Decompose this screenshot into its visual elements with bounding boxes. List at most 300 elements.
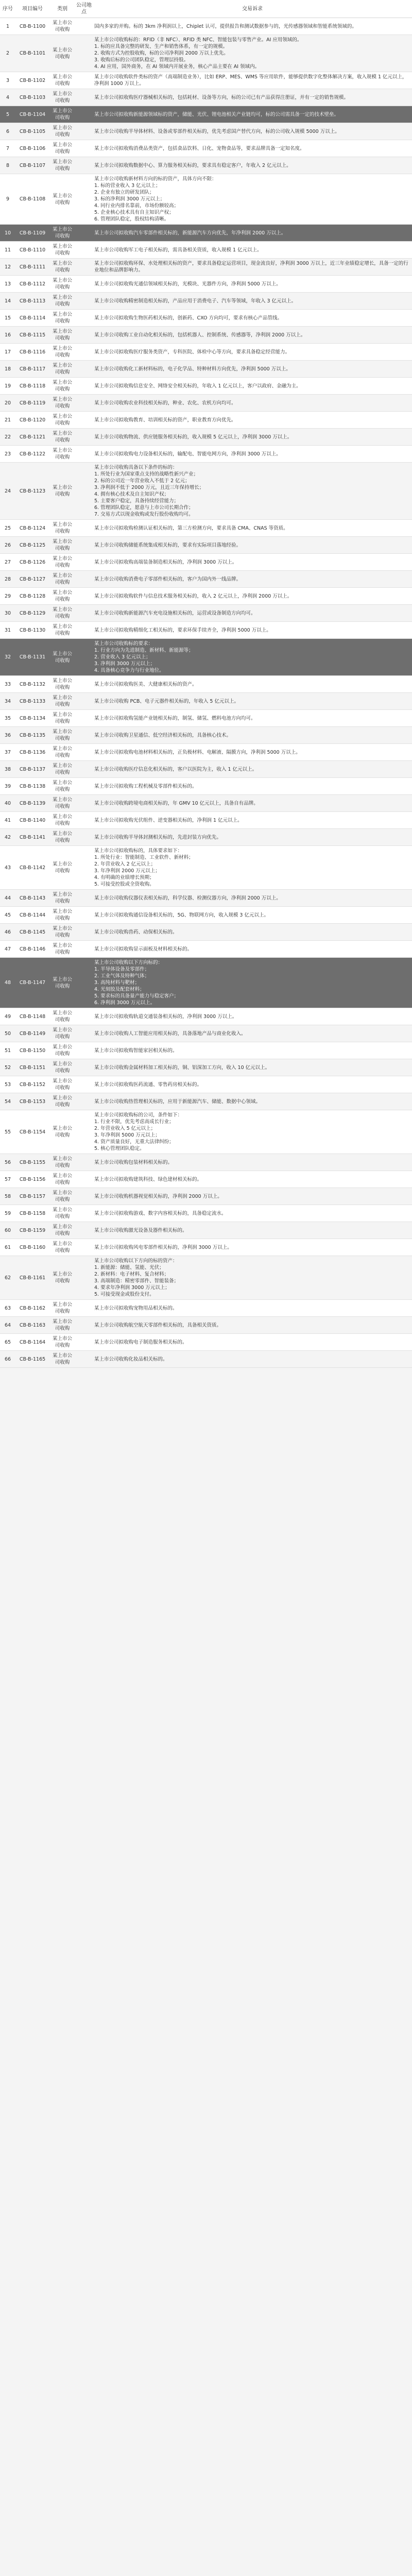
cell-region [75, 225, 93, 242]
cell-region [75, 276, 93, 293]
cell-code: CB-B-1141 [15, 829, 49, 846]
cell-region [75, 778, 93, 795]
cell-request: 某上市公司收购精密制造相关标的，产品应用于消费电子、汽车等领域，年收入 3 亿元以上。 [93, 293, 412, 310]
cell-request: 某上市公司收购化妆品相关标的。 [93, 1351, 412, 1368]
cell-request: 某上市公司收购标的要求： 1. 行业方向为先进制造、新材料、新能源等； 2. 营业收入 3 亿元以上； 3. 净利润 3000 万元以上； 4. 具备核心竞争力与行业地位。 [93, 639, 412, 676]
table-row [0, 1042, 412, 1059]
cell-code: CB-B-1138 [15, 778, 49, 795]
table-row [0, 924, 412, 941]
header-region: 公司地点 [75, 0, 93, 18]
table-row [0, 72, 412, 89]
table-row [0, 829, 412, 846]
cell-no: 23 [0, 446, 15, 463]
table-row [0, 1222, 412, 1239]
table-row [0, 157, 412, 174]
cell-type: 某上市公司收购 [49, 588, 75, 605]
cell-no: 42 [0, 829, 15, 846]
cell-code: CB-B-1126 [15, 554, 49, 571]
cell-type: 某上市公司收购 [49, 1334, 75, 1351]
cell-request: 某上市公司拟收购宠物用品相关标的。 [93, 1300, 412, 1317]
cell-request: 某上市公司拟收购光通信领域相关标的，光模块、光器件方向，净利润 5000 万以上。 [93, 276, 412, 293]
cell-code: CB-B-1113 [15, 293, 49, 310]
cell-no: 1 [0, 18, 15, 35]
cell-type: 某上市公司收购 [49, 1076, 75, 1093]
cell-request: 某上市公司拟收购检测认证相关标的，第三方检测方向，要求具备 CMA、CNAS 等资质。 [93, 520, 412, 537]
table-row [0, 812, 412, 829]
cell-code: CB-B-1101 [15, 35, 49, 72]
cell-code: CB-B-1162 [15, 1300, 49, 1317]
cell-type: 某上市公司收购 [49, 1300, 75, 1317]
cell-code: CB-B-1164 [15, 1334, 49, 1351]
cell-code: CB-B-1157 [15, 1188, 49, 1205]
cell-type: 某上市公司收购 [49, 361, 75, 378]
cell-request: 某上市公司拟收购标的，具体要求如下： 1. 所处行业：智能制造、工业软件、新材料； 2. 年营业收入 2 亿元以上； 3. 年净利润 2000 万元以上； 4. 有明确的业绩增长预期； 5. 可接受控股或全资收购。 [93, 846, 412, 890]
cell-code: CB-B-1105 [15, 123, 49, 140]
cell-region [75, 327, 93, 344]
cell-type: 某上市公司收购 [49, 463, 75, 520]
cell-type: 某上市公司收购 [49, 259, 75, 276]
cell-request: 某上市公司拟收购风电零部件相关标的，净利润 3000 万以上。 [93, 1239, 412, 1256]
cell-type: 某上市公司收购 [49, 1222, 75, 1239]
cell-code: CB-B-1102 [15, 72, 49, 89]
cell-type: 某上市公司收购 [49, 693, 75, 710]
cell-region [75, 1025, 93, 1042]
cell-no: 2 [0, 35, 15, 72]
table-row [0, 890, 412, 907]
table-row [0, 446, 412, 463]
table-row [0, 259, 412, 276]
cell-no: 12 [0, 259, 15, 276]
cell-code: CB-B-1129 [15, 605, 49, 622]
cell-code: CB-B-1122 [15, 446, 49, 463]
cell-no: 15 [0, 310, 15, 327]
cell-code: CB-B-1123 [15, 463, 49, 520]
cell-request: 某上市公司拟收购软件与信息技术服务相关标的，收入 2 亿元以上，净利润 2000 万以上。 [93, 588, 412, 605]
cell-no: 30 [0, 605, 15, 622]
cell-request: 某上市公司收购人工智能应用相关标的，具备落地产品与商业化收入。 [93, 1025, 412, 1042]
cell-type: 某上市公司收购 [49, 35, 75, 72]
table-row [0, 276, 412, 293]
table-body [0, 18, 412, 1368]
cell-code: CB-B-1161 [15, 1256, 49, 1300]
table-row [0, 463, 412, 520]
cell-request: 某上市公司拟收购消费品类资产，包括食品饮料、日化、宠物食品等，要求品牌具备一定知名度。 [93, 140, 412, 157]
cell-code: CB-B-1127 [15, 571, 49, 588]
cell-region [75, 622, 93, 639]
cell-region [75, 829, 93, 846]
cell-region [75, 463, 93, 520]
table-row [0, 378, 412, 395]
cell-region [75, 1256, 93, 1300]
table-row [0, 639, 412, 676]
table-row [0, 588, 412, 605]
header-row [0, 0, 412, 18]
cell-request: 某上市公司收购仪器仪表相关标的，科学仪器、检测仪器方向，净利润 2000 万以上。 [93, 890, 412, 907]
cell-type: 某上市公司收购 [49, 225, 75, 242]
cell-request: 某上市公司收购半导体材料、设备或零部件相关标的，优先考虑国产替代方向，标的公司收入规模 5000 万以上。 [93, 123, 412, 140]
table-row [0, 310, 412, 327]
table-row [0, 89, 412, 106]
cell-code: CB-B-1103 [15, 89, 49, 106]
cell-request: 某上市公司收购包装材料相关标的。 [93, 1154, 412, 1171]
cell-type: 某上市公司收购 [49, 846, 75, 890]
cell-region [75, 1059, 93, 1076]
cell-type: 某上市公司收购 [49, 1256, 75, 1300]
cell-region [75, 412, 93, 429]
cell-type: 某上市公司收购 [49, 520, 75, 537]
cell-region [75, 1239, 93, 1256]
cell-type: 某上市公司收购 [49, 310, 75, 327]
header-request: 交易诉求 [93, 0, 412, 18]
cell-code: CB-B-1153 [15, 1093, 49, 1110]
cell-request: 某上市公司收购具备以下条件的标的： 1. 所处行业为国家重点支持的战略性新兴产业； 2. 标的公司近一年营业收入不低于 2 亿元； 3. 净利润不低于 2000 万元，且近三年保持增长； 4. 拥有核心技术及自主知识产权； 5. 主要客户稳定，具备持续经营能力； 6. 管理团队稳定，愿意与上市公司长期合作； 7. 交易方式以现金收购或发行股份收购均可。 [93, 463, 412, 520]
cell-code: CB-B-1107 [15, 157, 49, 174]
cell-no: 39 [0, 778, 15, 795]
cell-no: 61 [0, 1239, 15, 1256]
cell-code: CB-B-1132 [15, 676, 49, 693]
table-row [0, 395, 412, 412]
cell-no: 29 [0, 588, 15, 605]
cell-type: 某上市公司收购 [49, 941, 75, 958]
cell-no: 4 [0, 89, 15, 106]
table-row [0, 1110, 412, 1154]
cell-request: 某上市公司收购新能源汽车充电设施相关标的，运营或设备制造方向均可。 [93, 605, 412, 622]
cell-type: 某上市公司收购 [49, 571, 75, 588]
table-row [0, 727, 412, 744]
cell-region [75, 1317, 93, 1334]
table-row [0, 412, 412, 429]
cell-type: 某上市公司收购 [49, 710, 75, 727]
cell-request: 某上市公司收购以下方向标的： 1. 半导体设备及零部件； 2. 工业气体及特种气体； 3. 高纯材料与靶材； 4. 光刻胶及配套材料； 5. 要求标的具备量产能力与稳定客户； 6. 净利润 3000 万元以上。 [93, 958, 412, 1008]
cell-type: 某上市公司收购 [49, 1025, 75, 1042]
table-row [0, 1008, 412, 1025]
cell-code: CB-B-1144 [15, 907, 49, 924]
cell-no: 46 [0, 924, 15, 941]
cell-type: 某上市公司收购 [49, 412, 75, 429]
cell-region [75, 761, 93, 778]
cell-no: 53 [0, 1076, 15, 1093]
cell-request: 某上市公司拟收购高端装备制造相关标的，净利润 3000 万以上。 [93, 554, 412, 571]
cell-request: 某上市公司收购消费电子零部件相关标的，客户为国内外一线品牌。 [93, 571, 412, 588]
table-row [0, 554, 412, 571]
cell-region [75, 958, 93, 1008]
cell-type: 某上市公司收购 [49, 778, 75, 795]
cell-region [75, 259, 93, 276]
cell-type: 某上市公司收购 [49, 1171, 75, 1188]
table-row [0, 1205, 412, 1222]
cell-region [75, 941, 93, 958]
cell-no: 45 [0, 907, 15, 924]
cell-code: CB-B-1136 [15, 744, 49, 761]
cell-region [75, 395, 93, 412]
cell-code: CB-B-1106 [15, 140, 49, 157]
cell-no: 11 [0, 242, 15, 259]
cell-region [75, 446, 93, 463]
table-row [0, 35, 412, 72]
cell-code: CB-B-1110 [15, 242, 49, 259]
cell-region [75, 18, 93, 35]
cell-no: 65 [0, 1334, 15, 1351]
cell-type: 某上市公司收购 [49, 958, 75, 1008]
table-row [0, 846, 412, 890]
cell-region [75, 310, 93, 327]
cell-type: 某上市公司收购 [49, 554, 75, 571]
cell-no: 44 [0, 890, 15, 907]
cell-region [75, 693, 93, 710]
cell-type: 某上市公司收购 [49, 123, 75, 140]
cell-request: 某上市公司拟收购新能源领域标的资产，储能、光伏、锂电池相关产业链均可，标的公司需具备一定的技术壁垒。 [93, 106, 412, 123]
cell-code: CB-B-1143 [15, 890, 49, 907]
cell-no: 27 [0, 554, 15, 571]
cell-request: 国内多家的并购。标的 3km 净利润以上，Chiplet 认可，提供报告和测试数据参与的，光传感器领域和智能系统领域的。 [93, 18, 412, 35]
cell-no: 9 [0, 174, 15, 225]
table-row [0, 571, 412, 588]
cell-code: CB-B-1145 [15, 924, 49, 941]
cell-no: 49 [0, 1008, 15, 1025]
cell-request: 某上市公司拟收购医疗服务类资产，专科医院、体检中心等方向，要求具备稳定经营能力。 [93, 344, 412, 361]
cell-type: 某上市公司收购 [49, 344, 75, 361]
cell-region [75, 676, 93, 693]
cell-request: 某上市公司收购兽药、动保相关标的。 [93, 924, 412, 941]
cell-region [75, 537, 93, 554]
cell-no: 60 [0, 1222, 15, 1239]
cell-no: 63 [0, 1300, 15, 1317]
cell-type: 某上市公司收购 [49, 676, 75, 693]
cell-request: 某上市公司拟收购电子制造服务相关标的。 [93, 1334, 412, 1351]
cell-code: CB-B-1100 [15, 18, 49, 35]
cell-request: 某上市公司收购激光设备及器件相关标的。 [93, 1222, 412, 1239]
cell-type: 某上市公司收购 [49, 174, 75, 225]
cell-request: 某上市公司收购化工新材料标的，电子化学品、特种材料方向优先，净利润 5000 万以上。 [93, 361, 412, 378]
cell-no: 14 [0, 293, 15, 310]
cell-region [75, 795, 93, 812]
cell-type: 某上市公司收购 [49, 829, 75, 846]
cell-request: 某上市公司拟收购工程机械及零部件相关标的。 [93, 778, 412, 795]
cell-no: 16 [0, 327, 15, 344]
cell-region [75, 242, 93, 259]
cell-type: 某上市公司收购 [49, 1188, 75, 1205]
cell-code: CB-B-1108 [15, 174, 49, 225]
cell-request: 某上市公司拟收购数据中心、算力服务相关标的，要求具有稳定客户，年收入 2 亿元以上。 [93, 157, 412, 174]
cell-no: 6 [0, 123, 15, 140]
cell-type: 某上市公司收购 [49, 106, 75, 123]
cell-code: CB-B-1137 [15, 761, 49, 778]
cell-no: 36 [0, 727, 15, 744]
cell-type: 某上市公司收购 [49, 157, 75, 174]
cell-region [75, 1300, 93, 1317]
cell-region [75, 344, 93, 361]
table-row [0, 958, 412, 1008]
cell-no: 54 [0, 1093, 15, 1110]
table-row [0, 520, 412, 537]
cell-request: 某上市公司收购 PCB、电子元器件相关标的，年收入 5 亿元以上。 [93, 693, 412, 710]
cell-type: 某上市公司收购 [49, 1008, 75, 1025]
cell-type: 某上市公司收购 [49, 537, 75, 554]
cell-region [75, 35, 93, 72]
cell-region [75, 140, 93, 157]
cell-code: CB-B-1120 [15, 412, 49, 429]
cell-region [75, 157, 93, 174]
cell-code: CB-B-1118 [15, 378, 49, 395]
table-row [0, 1171, 412, 1188]
cell-no: 58 [0, 1188, 15, 1205]
cell-no: 35 [0, 710, 15, 727]
table-row [0, 1076, 412, 1093]
table-row [0, 1188, 412, 1205]
cell-no: 13 [0, 276, 15, 293]
cell-code: CB-B-1114 [15, 310, 49, 327]
table-row [0, 123, 412, 140]
table-row [0, 1300, 412, 1317]
cell-request: 某上市公司拟收购标的公司，条件如下： 1. 行业不限，优先考虑高成长行业； 2. 年营业收入 5 亿元以上； 3. 年净利润 5000 万元以上； 4. 资产质量良好，无重大法律纠纷； 5. 核心管理团队稳定。 [93, 1110, 412, 1154]
table-header [0, 0, 412, 18]
cell-request: 某上市公司拟收购教育、培训相关标的资产，职业教育方向优先。 [93, 412, 412, 429]
cell-request: 某上市公司收购热管理相关标的，应用于新能源汽车、储能、数据中心领域。 [93, 1093, 412, 1110]
cell-code: CB-B-1115 [15, 327, 49, 344]
cell-region [75, 605, 93, 622]
cell-type: 某上市公司收购 [49, 622, 75, 639]
cell-no: 40 [0, 795, 15, 812]
cell-type: 某上市公司收购 [49, 378, 75, 395]
cell-request: 某上市公司拟收购环保、水处理相关标的资产，要求具备稳定运营项目，现金流良好，净利润 3000 万以上，近三年业绩稳定增长，具备一定的行业地位和品牌影响力。 [93, 259, 412, 276]
cell-code: CB-B-1134 [15, 710, 49, 727]
table-row [0, 941, 412, 958]
cell-type: 某上市公司收购 [49, 1042, 75, 1059]
table-row [0, 1093, 412, 1110]
cell-no: 7 [0, 140, 15, 157]
cell-region [75, 72, 93, 89]
table-row [0, 744, 412, 761]
cell-region [75, 1171, 93, 1188]
cell-request: 某上市公司收购工业自动化相关标的，包括机器人、控制系统、传感器等，净利润 2000 万以上。 [93, 327, 412, 344]
cell-type: 某上市公司收购 [49, 727, 75, 744]
cell-type: 某上市公司收购 [49, 605, 75, 622]
cell-request: 某上市公司收购军工电子相关标的，需具备相关资质，收入规模 1 亿元以上。 [93, 242, 412, 259]
table-row [0, 537, 412, 554]
cell-type: 某上市公司收购 [49, 1317, 75, 1334]
table-row [0, 106, 412, 123]
cell-region [75, 1334, 93, 1351]
cell-request: 某上市公司收购以下方向的标的资产： 1. 新能源：储能、氢能、光伏； 2. 新材料：电子材料、复合材料； 3. 高端制造：精密零部件、智能装备； 4. 要求年净利润 3000 万元以上； 5. 可接受现金或股份支付。 [93, 1256, 412, 1300]
cell-type: 某上市公司收购 [49, 639, 75, 676]
cell-request: 某上市公司收购卫星通信、低空经济相关标的，具备核心技术。 [93, 727, 412, 744]
cell-region [75, 1110, 93, 1154]
cell-region [75, 89, 93, 106]
cell-region [75, 1188, 93, 1205]
cell-no: 41 [0, 812, 15, 829]
cell-no: 25 [0, 520, 15, 537]
table-row [0, 778, 412, 795]
cell-request: 某上市公司拟收购汽车零部件相关标的，新能源汽车方向优先，年净利润 2000 万以上。 [93, 225, 412, 242]
cell-no: 56 [0, 1154, 15, 1171]
cell-request: 某上市公司收购储能系统集成相关标的，要求有实际项目落地经验。 [93, 537, 412, 554]
cell-region [75, 1222, 93, 1239]
cell-type: 某上市公司收购 [49, 18, 75, 35]
cell-region [75, 1008, 93, 1025]
cell-type: 某上市公司收购 [49, 1351, 75, 1368]
table-row [0, 18, 412, 35]
cell-request: 某上市公司拟收购通信设备相关标的，5G、物联网方向，收入规模 3 亿元以上。 [93, 907, 412, 924]
cell-no: 34 [0, 693, 15, 710]
cell-type: 某上市公司收购 [49, 795, 75, 812]
cell-code: CB-B-1112 [15, 276, 49, 293]
cell-request: 某上市公司拟收购轨道交通装备相关标的，净利润 3000 万以上。 [93, 1008, 412, 1025]
cell-region [75, 520, 93, 537]
cell-code: CB-B-1119 [15, 395, 49, 412]
cell-region [75, 361, 93, 378]
cell-code: CB-B-1165 [15, 1351, 49, 1368]
cell-type: 某上市公司收购 [49, 907, 75, 924]
cell-type: 某上市公司收购 [49, 1239, 75, 1256]
table-row [0, 140, 412, 157]
cell-no: 55 [0, 1110, 15, 1154]
cell-type: 某上市公司收购 [49, 242, 75, 259]
cell-request: 某上市公司收购标的：RFID（非 NFC）、RFID 类 NFC、智能包装与零售产业。AI 应用领域的。 1. 标的应具备完整的研发、生产和销售体系，有一定的规模。 2. 收购方式为控股收购，标的公司净利润 2000 万以上优先。 3. 收购后标的公司团队稳定，管理层持股。 4. AI 应用，国外商务，在 AI 领域内开展业务，核心产品主要在 AI 领域内。 [93, 35, 412, 72]
cell-code: CB-B-1155 [15, 1154, 49, 1171]
cell-code: CB-B-1117 [15, 361, 49, 378]
cell-region [75, 571, 93, 588]
cell-region [75, 907, 93, 924]
cell-no: 21 [0, 412, 15, 429]
table-row [0, 1154, 412, 1171]
cell-type: 某上市公司收购 [49, 890, 75, 907]
cell-code: CB-B-1130 [15, 622, 49, 639]
cell-region [75, 106, 93, 123]
cell-code: CB-B-1163 [15, 1317, 49, 1334]
cell-no: 26 [0, 537, 15, 554]
cell-region [75, 554, 93, 571]
cell-code: CB-B-1121 [15, 429, 49, 446]
cell-code: CB-B-1139 [15, 795, 49, 812]
cell-region [75, 710, 93, 727]
cell-region [75, 744, 93, 761]
cell-code: CB-B-1128 [15, 588, 49, 605]
cell-no: 33 [0, 676, 15, 693]
cell-type: 某上市公司收购 [49, 293, 75, 310]
cell-request: 某上市公司拟收购光伏组件、逆变器相关标的，净利润 1 亿元以上。 [93, 812, 412, 829]
cell-region [75, 812, 93, 829]
cell-type: 某上市公司收购 [49, 1154, 75, 1171]
table-row [0, 174, 412, 225]
cell-code: CB-B-1159 [15, 1222, 49, 1239]
cell-no: 52 [0, 1059, 15, 1076]
cell-region [75, 293, 93, 310]
cell-region [75, 890, 93, 907]
cell-no: 10 [0, 225, 15, 242]
cell-type: 某上市公司收购 [49, 140, 75, 157]
cell-region [75, 1154, 93, 1171]
cell-type: 某上市公司收购 [49, 1059, 75, 1076]
header-type: 类别 [49, 0, 75, 18]
cell-no: 22 [0, 429, 15, 446]
table-row [0, 327, 412, 344]
cell-code: CB-B-1146 [15, 941, 49, 958]
cell-no: 19 [0, 378, 15, 395]
cell-code: CB-B-1140 [15, 812, 49, 829]
cell-no: 64 [0, 1317, 15, 1334]
table-row [0, 710, 412, 727]
cell-type: 某上市公司收购 [49, 744, 75, 761]
cell-no: 37 [0, 744, 15, 761]
cell-type: 某上市公司收购 [49, 276, 75, 293]
cell-region [75, 1351, 93, 1368]
cell-request: 某上市公司拟收购游戏、数字内容相关标的，具备稳定流水。 [93, 1205, 412, 1222]
cell-code: CB-B-1104 [15, 106, 49, 123]
cell-request: 某上市公司拟收购氢能产业链相关标的，制氢、储氢、燃料电池方向均可。 [93, 710, 412, 727]
cell-no: 50 [0, 1025, 15, 1042]
cell-type: 某上市公司收购 [49, 89, 75, 106]
cell-request: 某上市公司收购物流、供应链服务相关标的，收入规模 5 亿元以上，净利润 3000 万以上。 [93, 429, 412, 446]
